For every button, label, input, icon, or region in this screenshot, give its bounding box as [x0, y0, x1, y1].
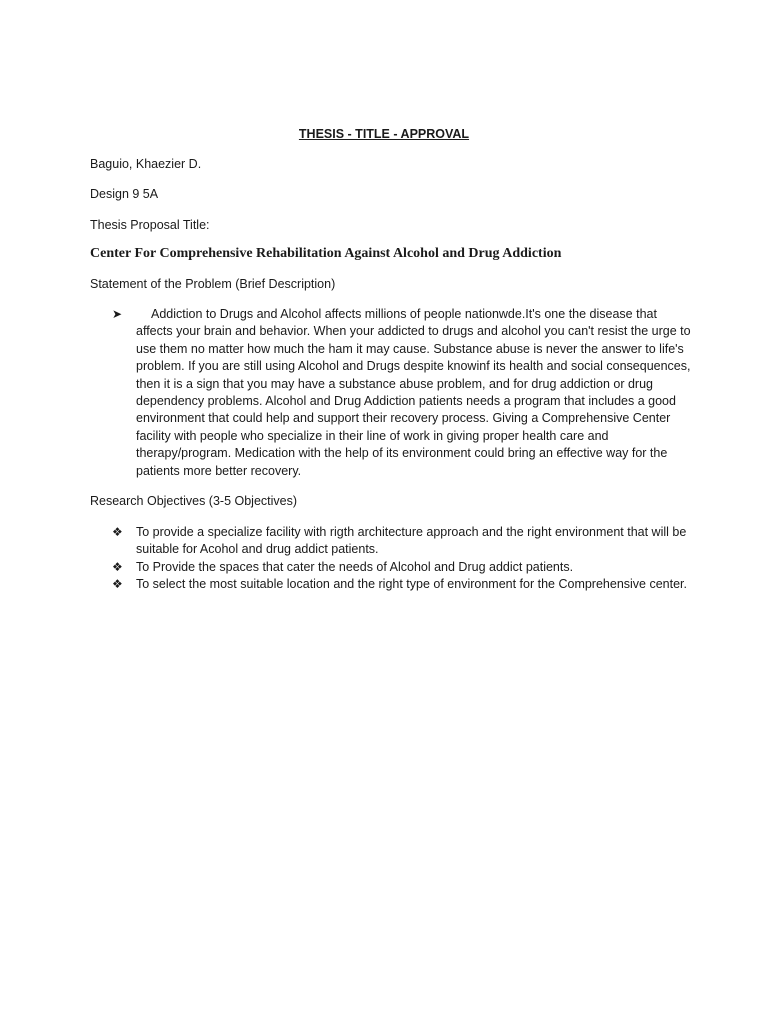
diamond-bullet-icon: ❖ [112, 525, 123, 539]
problem-text: Addiction to Drugs and Alcohol affects millions of people nationwde.It's one the disease that affects your brain and behavior. When your addicted to drugs and alcohol you can't resist the urge to use them no matter how much the ham it may cause. Substance abuse is never the answer to life's problem. If you are still using Alcohol and Drugs despite knowinf its health and social consequences, then it is a sign that you may have a substance abuse problem, and for drug addiction or drug dependency problems. Alcohol and Drug Addiction patients needs a program that includes a good environment that could help and support their recovery process. Giving a Comprehensive Center facility with people who specialize in their line of work in giving proper health care and therapy/program. Medication with the help of its environment could bring an effective way for the patients more better recovery. [136, 307, 691, 478]
document-heading: THESIS - TITLE - APPROVAL [298, 127, 470, 141]
objective-text: To Provide the spaces that cater the needs of Alcohol and Drug addict patients. [136, 559, 574, 574]
objectives-list [112, 524, 692, 594]
objective-text: To provide a specialize facility with rigth architecture approach and the right environment that will be suitable for Acohol and drug addict patients. [136, 525, 687, 557]
arrow-bullet-icon: ➤ [112, 307, 123, 321]
objective-item [112, 524, 692, 559]
section-label: Design 9 5A [90, 187, 159, 201]
proposal-title: Center For Comprehensive Rehabilitation Against Alcohol and Drug Addiction [90, 246, 562, 261]
student-name: Baguio, Khaezier D. [90, 157, 202, 171]
objectives-label: Research Objectives (3-5 Objectives) [90, 494, 298, 508]
diamond-bullet-icon: ❖ [112, 559, 123, 574]
problem-item [112, 306, 692, 480]
problem-list [112, 306, 692, 480]
proposal-title-label: Thesis Proposal Title: [90, 218, 210, 232]
objective-item [112, 559, 692, 576]
diamond-bullet-icon: ❖ [112, 577, 123, 592]
objective-item [112, 576, 692, 593]
problem-label: Statement of the Problem (Brief Description) [90, 277, 336, 291]
objective-text: To select the most suitable location and the right type of environment for the Comprehensive center. [136, 577, 688, 592]
